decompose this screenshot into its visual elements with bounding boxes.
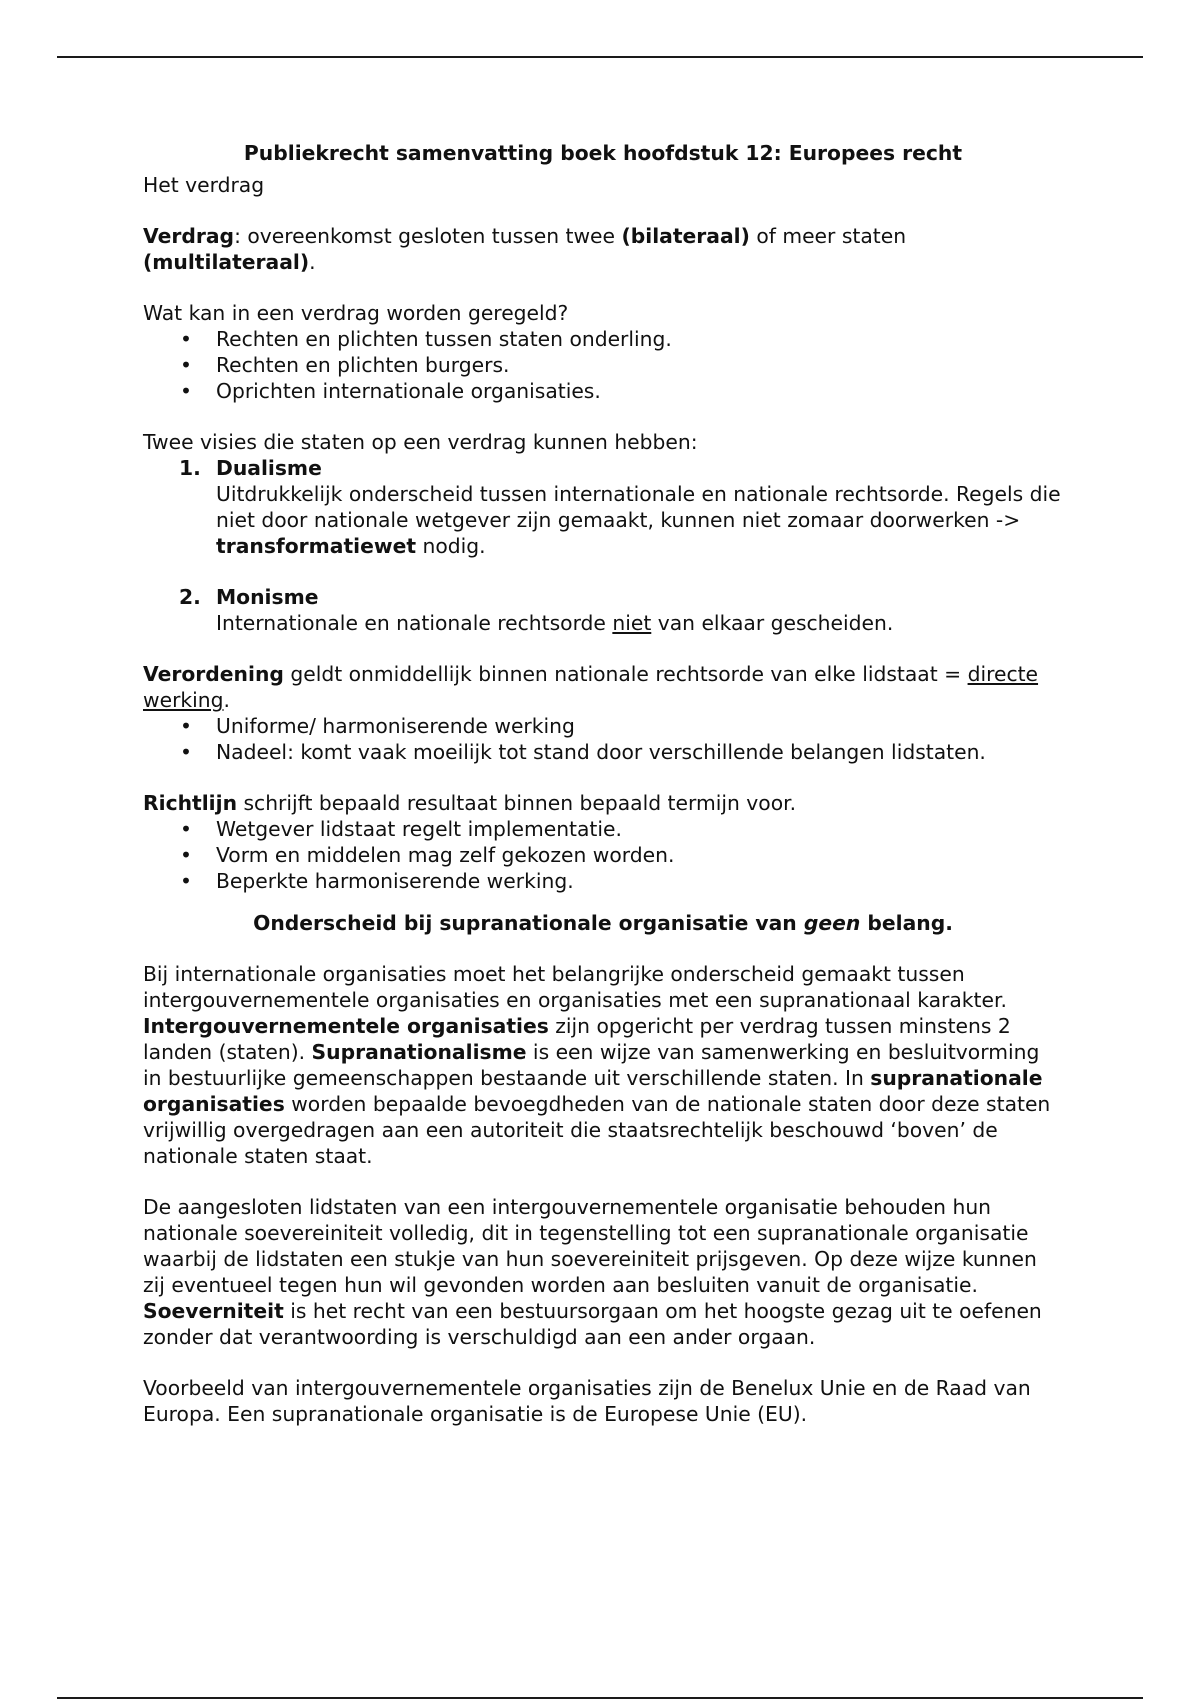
question-list [143, 326, 1063, 404]
list-item: • Rechten en plichten burgers. [143, 352, 1063, 378]
verdrag-term: Verdrag [143, 224, 235, 248]
document-body [143, 140, 1063, 1427]
question-text: Wat kan in een verdrag worden geregeld? [143, 301, 569, 325]
visie-heading: Monisme [216, 585, 319, 609]
section-subheading: Onderscheid bij supranationale organisatie van geen belang. [253, 911, 953, 935]
list-item: • Wetgever lidstaat regelt implementatie. [143, 816, 1063, 842]
list-item: • Beperkte harmoniserende werking. [143, 868, 1063, 894]
list-item: • Rechten en plichten tussen staten onderling. [143, 326, 1063, 352]
paragraph: De aangesloten lidstaten van een intergouvernementele organisatie behouden hun nationale soevereiniteit volledig, dit in tegenstelling tot een supranationale organisatie waarbij de lidstaten een stukje van hun soevereiniteit prijsgeven. Op deze wijze kunnen zij eventueel tegen hun wil gevonden worden aan besluiten vanuit de organisatie. Soeverniteit is het recht van een bestuursorgaan om het hoogste gezag uit te oefenen zonder dat verantwoording is verschuldigd aan een ander orgaan. [143, 1195, 1042, 1349]
list-item: • Oprichten internationale organisaties. [143, 378, 1063, 404]
bilateraal-term: (bilateraal) [621, 224, 750, 248]
top-divider [57, 56, 1143, 58]
bottom-divider [57, 1697, 1143, 1699]
list-number: 1. [179, 456, 201, 480]
section-intro: Het verdrag [143, 173, 265, 197]
multilateraal-term: (multilateraal) [143, 250, 310, 274]
visie-text: Uitdrukkelijk onderscheid tussen internationale en nationale rechtsorde. Regels die niet door nationale wetgever zijn gemaakt, kunnen niet zomaar doorwerken -> transformatiewet nodig. [216, 482, 1061, 558]
paragraph: Bij internationale organisaties moet het belangrijke onderscheid gemaakt tussen intergouvernementele organisaties en organisaties met een supranationaal karakter. Intergouvernementele organisaties zijn opgericht per verdrag tussen minstens 2 landen (staten). Supranationalisme is een wijze van samenwerking en besluitvorming in bestuurlijke gemeenschappen bestaande uit verschillende staten. In supranationale organisaties worden bepaalde bevoegdheden van de nationale staten door deze staten vrijwillig overgedragen aan een autoriteit die staatsrechtelijk beschouwd ‘boven’ de nationale staten staat. [143, 962, 1051, 1168]
richtlijn-definition: Richtlijn schrijft bepaald resultaat binnen bepaald termijn voor. [143, 791, 797, 815]
visies-intro: Twee visies die staten op een verdrag kunnen hebben: [143, 430, 698, 454]
verordening-definition: Verordening geldt onmiddellijk binnen nationale rechtsorde van elke lidstaat = directe werking. [143, 662, 1039, 712]
verordening-term: Verordening [143, 662, 284, 686]
document-title: Publiekrecht samenvatting boek hoofdstuk 12: Europees recht [243, 141, 963, 165]
list-item: • Vorm en middelen mag zelf gekozen worden. [143, 842, 1063, 868]
visie-heading: Dualisme [216, 456, 322, 480]
verdrag-definition: Verdrag: overeenkomst gesloten tussen twee (bilateraal) of meer staten (multilateraal). [143, 224, 907, 274]
visies-list [143, 455, 1063, 636]
richtlijn-list [143, 816, 1063, 894]
visie-text: Internationale en nationale rechtsorde niet van elkaar gescheiden. [216, 611, 894, 635]
verordening-list [143, 713, 1063, 765]
richtlijn-term: Richtlijn [143, 791, 238, 815]
list-number: 2. [179, 585, 201, 609]
visie-monisme [143, 584, 1063, 636]
list-item: • Uniforme/ harmoniserende werking [143, 713, 1063, 739]
list-item: • Nadeel: komt vaak moeilijk tot stand door verschillende belangen lidstaten. [143, 739, 1063, 765]
paragraph: Voorbeeld van intergouvernementele organisaties zijn de Benelux Unie en de Raad van Europa. Een supranationale organisatie is de Europese Unie (EU). [143, 1376, 1031, 1426]
visie-dualisme [143, 455, 1063, 559]
